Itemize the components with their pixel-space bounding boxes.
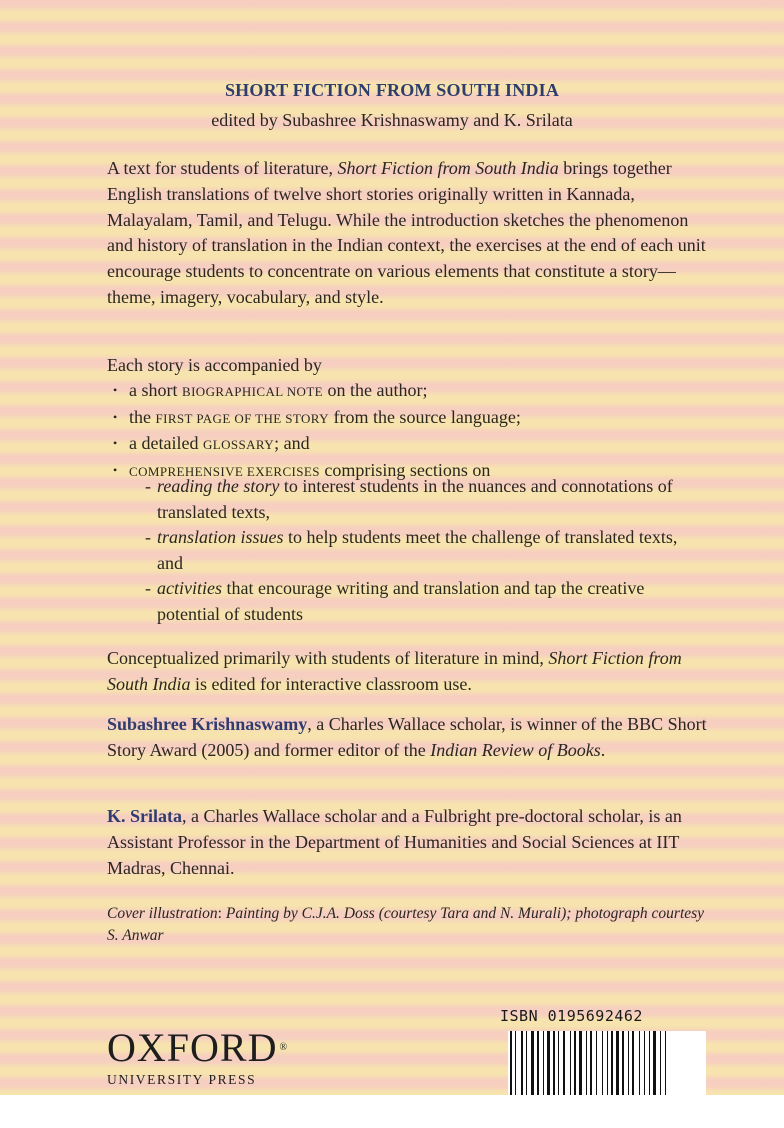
intro-text-2: brings together English translations of twelve short stories originally written in Kannada, Malayalam, Tamil, and Telugu. While the introduction sketches the phenomenon and history of translation in the Indian context, the exercises at the end of each unit encourage students to concentrate on various elements that constitute a story—theme, imagery, vocabulary, and style. (107, 158, 706, 307)
concept-text-1: Conceptualized primarily with students of literature in mind, (107, 648, 549, 668)
editors-line: edited by Subashree Krishnaswamy and K. Srilata (211, 110, 573, 130)
publisher-subtitle: UNIVERSITY PRESS (107, 1072, 257, 1087)
concept-book-title: Short Fiction from South India (107, 648, 682, 694)
exercise-translation-issues (145, 525, 705, 576)
cover-credit (107, 903, 707, 947)
exercise-text: that encourage writing and translation and tap the creative potential of students (157, 578, 645, 624)
barcode-bar (660, 1031, 661, 1095)
barcode (508, 1031, 706, 1095)
author-name: Subashree Krishnaswamy (107, 714, 308, 734)
publisher-name (107, 1025, 297, 1070)
barcode-bar (570, 1031, 571, 1095)
bio-text: , a Charles Wallace scholar and a Fulbright pre-doctoral scholar, is an Assistant Professor in the Department of Humanities and Social Sciences at IIT Madras, Chennai. (107, 806, 682, 878)
intro-book-title: Short Fiction from South India (337, 158, 559, 178)
isbn-number: ISBN 0195692462 (500, 1007, 643, 1025)
credit-text: Painting by C.J.A. Doss (courtesy Tara and N. Murali); photograph courtesy S. Anwar (107, 905, 705, 944)
barcode-bar (639, 1031, 640, 1095)
barcode-bar (607, 1031, 608, 1095)
exercise-sections (145, 474, 705, 627)
exercise-reading-the-story (145, 474, 705, 525)
barcode-bar (602, 1031, 603, 1095)
barcode-bar (574, 1031, 576, 1095)
barcode-bar (653, 1031, 656, 1095)
each-story-heading: Each story is accompanied by (107, 355, 322, 375)
bullet-icon: • (113, 436, 118, 450)
concept-text-2: is edited for interactive classroom use. (190, 673, 472, 694)
feature-text: ; and (274, 433, 310, 453)
barcode-bar (543, 1031, 544, 1095)
exercise-activities (145, 576, 705, 627)
feature-item-glossary (107, 431, 727, 458)
publisher-wordmark: OXFORD (107, 1025, 278, 1070)
feature-smallcaps: FIRST PAGE OF THE STORY (155, 410, 329, 426)
barcode-bar (628, 1031, 629, 1095)
feature-smallcaps: BIOGRAPHICAL NOTE (182, 384, 324, 399)
intro-text-1: A text for students of literature, (107, 158, 338, 178)
feature-text: a detailed (129, 433, 203, 453)
feature-text: on the author; (323, 380, 428, 400)
barcode-bar (611, 1031, 613, 1095)
barcode-bar (590, 1031, 592, 1095)
barcode-bar (515, 1031, 516, 1095)
dash-marker: - (145, 578, 151, 598)
feature-item-biographical-note (107, 378, 727, 405)
dash-marker: - (145, 476, 151, 496)
concept-paragraph (107, 646, 707, 698)
exercise-text: to interest students in the nuances and connotations of translated texts, (157, 476, 673, 522)
barcode-bar (526, 1031, 527, 1095)
dash-marker: - (145, 527, 151, 547)
barcode-bar (558, 1031, 559, 1095)
barcode-bar (649, 1031, 650, 1095)
credit-colon: : (217, 905, 226, 922)
barcode-bar (616, 1031, 619, 1095)
barcode-bar (644, 1031, 645, 1095)
feature-item-first-page (107, 405, 727, 432)
exercise-name: reading the story (157, 476, 280, 496)
exercise-text: to help students meet the challenge of translated texts, and (157, 527, 678, 573)
barcode-bar (521, 1031, 523, 1095)
registered-mark: ® (279, 1042, 289, 1053)
exercise-name: activities (157, 578, 222, 598)
feature-text: comprising sections on (319, 459, 491, 480)
exercise-name: translation issues (157, 527, 284, 547)
feature-text: a short (129, 380, 182, 400)
feature-list (107, 378, 727, 484)
author-name: K. Srilata (107, 806, 182, 826)
page-margin (0, 1095, 784, 1128)
journal-title: Indian Review of Books (430, 739, 601, 760)
intro-paragraph (107, 156, 707, 311)
oxford-logo (107, 1025, 297, 1088)
barcode-bar (579, 1031, 582, 1095)
bio-krishnaswamy (107, 712, 707, 764)
feature-text: the (129, 406, 156, 427)
book-title: SHORT FICTION FROM SOUTH INDIA (224, 80, 560, 100)
feature-smallcaps: COMPREHENSIVE EXERCISES (129, 463, 320, 479)
barcode-bar (632, 1031, 634, 1095)
barcode-bar (553, 1031, 555, 1095)
credit-label: Cover illustration (107, 905, 218, 922)
bullet-icon: • (113, 383, 118, 397)
barcode-bar (622, 1031, 624, 1095)
bullet-icon: • (113, 409, 118, 424)
barcode-bar (531, 1031, 534, 1095)
barcode-bar (510, 1031, 512, 1095)
barcode-bar (665, 1031, 666, 1095)
barcode-bar (563, 1031, 565, 1095)
feature-smallcaps: GLOSSARY (202, 437, 275, 452)
bio-text: . (600, 739, 606, 760)
barcode-bar (537, 1031, 539, 1095)
feature-text: from the source language; (328, 406, 521, 427)
barcode-bar (586, 1031, 587, 1095)
barcode-bar (547, 1031, 550, 1095)
bio-text: , a Charles Wallace scholar, is winner of the BBC Short Story Award (2005) and former editor of the (107, 714, 707, 760)
barcode-bar (596, 1031, 597, 1095)
bullet-icon: • (113, 462, 118, 477)
bio-srilata (107, 804, 707, 881)
